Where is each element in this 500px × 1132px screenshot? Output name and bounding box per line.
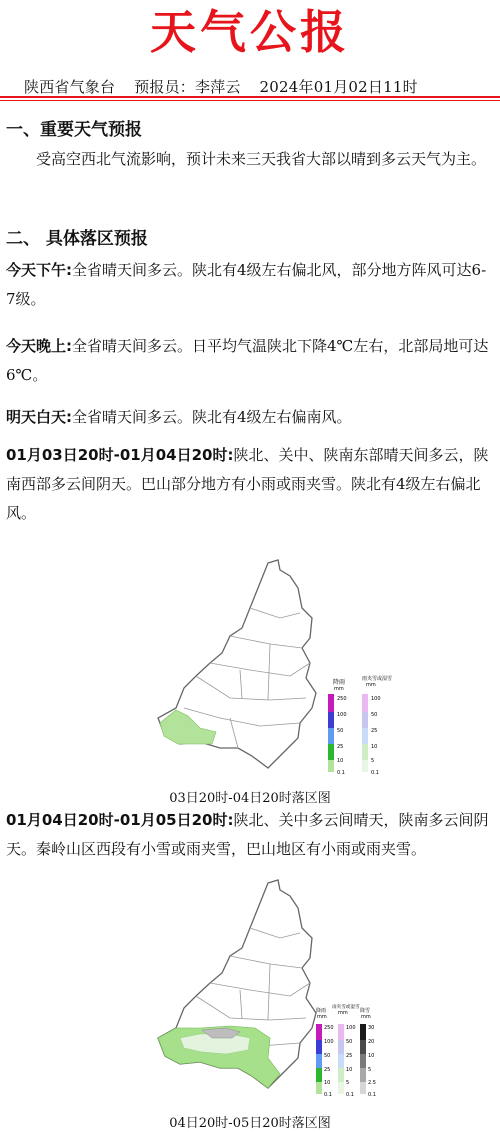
legend-rain-tick: 0.1 [337,770,345,776]
map-2-caption: 04日20时-05日20时落区图 [169,1116,331,1131]
legend-snow-tick: 20 [368,1039,375,1045]
legend-rain-tick: 100 [337,712,347,718]
forecast-lead: 01月03日20时-01月04日20时: [6,446,234,464]
legend-mix-tick: 10 [371,744,378,750]
legend-mix-tick: 25 [371,728,378,734]
issuing-org: 陕西省气象台 [24,78,116,96]
legend-rain-unit: mm [317,1014,327,1020]
bulletin-title: 天气公报 [150,5,350,59]
forecast-day4 [6,806,494,864]
legend-mix-unit: mm [366,682,376,688]
legend-rain-bar [328,694,334,712]
legend-mix-tick: 100 [371,696,381,702]
legend-mix-tick: 10 [346,1067,353,1073]
forecast-lead: 今天下午: [6,261,72,279]
forecast-day3 [6,441,494,528]
forecast-this-afternoon [6,256,494,314]
forecast-lead: 01月04日20时-01月05日20时: [6,811,234,829]
legend-mix-tick: 0.1 [371,770,379,776]
legend-rain-unit: mm [334,686,344,692]
legend-mix-bar [338,1024,344,1040]
forecast-tomorrow [6,403,494,432]
legend-mix-bar [362,694,368,712]
forecast-lead: 今天晚上: [6,337,72,355]
legend-snow-tick: 0.1 [368,1092,376,1098]
legend-snow-tick: 10 [368,1053,375,1059]
section-2-heading: 二、 具体落区预报 [6,229,148,249]
legend-rain-title: 降雨 [333,679,346,686]
forecast-tonight [6,332,494,390]
legend-snow-bar [360,1024,366,1040]
legend-mix-title: 雨夹雪或湿雪 [362,676,393,682]
legend-rain-tick: 100 [324,1039,334,1045]
map-1-caption: 03日20时-04日20时落区图 [169,791,331,806]
forecaster: 预报员：李萍云 [134,78,241,96]
legend-mix-tick: 25 [346,1053,353,1059]
forecast-text: 陕北、关中多云间晴天，陕南多云间阴天。秦岭山区西段有小雪或雨夹雪，巴山地区有小雨或雨夹雪。 [6,811,489,858]
section-1-text: 受高空西北气流影响，预计未来三天我省大部以晴到多云天气为主。 [36,150,487,168]
precipitation-map-1 [140,558,400,778]
legend-snow-unit: mm [361,1014,371,1020]
section-1-heading: 一、重要天气预报 [6,120,142,140]
legend-mix-unit: mm [338,1010,348,1016]
legend-mix-title: 雨夹雪或湿雪 [332,1005,360,1010]
legend-snow-tick: 30 [368,1025,375,1031]
legend-mix-tick: 5 [346,1080,350,1086]
legend-rain-tick: 10 [324,1080,331,1086]
legend-mix-tick: 50 [346,1039,353,1045]
forecast-lead: 明天白天: [6,408,72,426]
issue-time: 2024年01月02日11时 [259,78,418,96]
legend-mix-tick: 0.1 [346,1092,354,1098]
legend-rain-tick: 0.1 [324,1092,332,1098]
legend-mix-tick: 5 [371,758,375,764]
legend-rain-tick: 25 [337,744,344,750]
header-divider-thin [0,100,500,101]
legend-rain-title: 降雨 [316,1008,327,1014]
forecast-text: 全省晴天间多云。陕北有4级左右偏北风，部分地方阵风可达6-7级。 [6,261,487,308]
precipitation-map-2 [140,878,400,1114]
forecast-text: 全省晴天间多云。陕北有4级左右偏南风。 [72,408,352,426]
legend-snow-tick: 5 [368,1067,372,1073]
bulletin-meta [24,76,432,97]
map-legend [316,1003,376,1098]
legend-rain-tick: 50 [337,728,344,734]
legend-rain-tick: 250 [324,1025,334,1031]
forecast-text: 陕北、关中、陕南东部晴天间多云，陕南西部多云间阴天。巴山部分地方有小雨或雨夹雪。陕北有4级左右偏北风。 [6,446,489,522]
legend-snow-title: 降雪 [360,1008,371,1014]
legend-rain-tick: 50 [324,1053,331,1059]
legend-rain-tick: 10 [337,758,344,764]
forecast-text: 全省晴天间多云。日平均气温陕北下降4℃左右，北部局地可达6℃。 [6,337,489,384]
legend-mix-tick: 100 [346,1025,356,1031]
header-divider [0,96,500,98]
legend-mix-tick: 50 [371,712,378,718]
map-legend [328,675,392,776]
legend-rain-tick: 25 [324,1067,331,1073]
legend-snow-tick: 2.5 [368,1080,376,1086]
legend-rain-bar [316,1024,322,1040]
legend-rain-tick: 250 [337,696,347,702]
